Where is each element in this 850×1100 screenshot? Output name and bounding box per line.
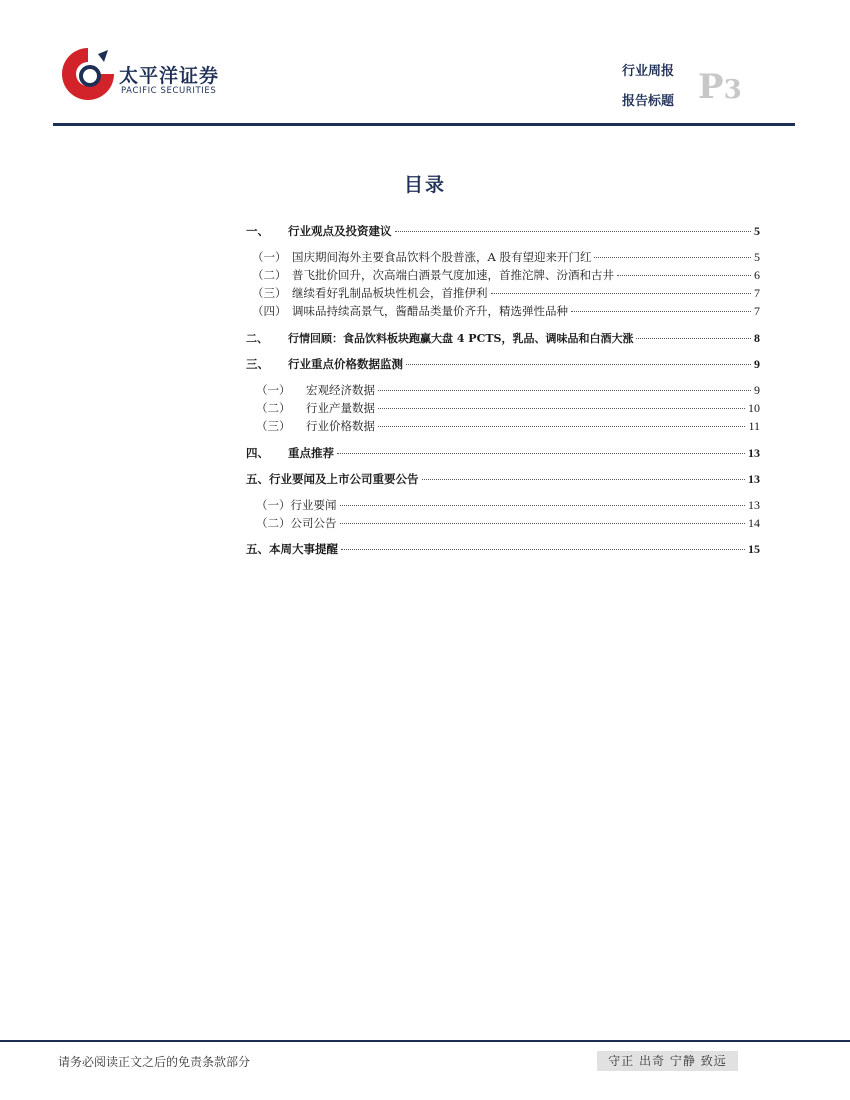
toc-entry-page: 13 xyxy=(748,472,760,486)
toc-entry-label: 继续看好乳制品板块性机会，首推伊利 xyxy=(292,286,488,300)
toc-leader-dots xyxy=(378,408,745,409)
toc-entry-label: 行业价格数据 xyxy=(306,419,375,433)
toc-entry-number: （一） xyxy=(252,250,287,264)
toc-entry-label: 行业观点及投资建议 xyxy=(288,224,392,238)
toc-entry-label: 重点推荐 xyxy=(288,446,334,460)
toc-entry[interactable] xyxy=(256,418,760,434)
toc-entry[interactable] xyxy=(256,382,760,398)
footer-divider xyxy=(0,1040,850,1042)
toc-leader-dots xyxy=(617,275,751,276)
toc-entry-number: 三、 xyxy=(246,357,269,371)
toc-leader-dots xyxy=(378,426,745,427)
toc-entry-number: （一） xyxy=(256,498,291,512)
toc-entry-number: 五、 xyxy=(246,472,269,486)
toc-entry[interactable] xyxy=(246,541,760,557)
toc-entry[interactable] xyxy=(246,330,760,346)
toc-entry[interactable] xyxy=(252,303,760,319)
toc-entry[interactable] xyxy=(246,356,760,372)
toc-entry[interactable] xyxy=(256,515,760,531)
toc-entry-number: （三） xyxy=(256,419,291,433)
toc-leader-dots xyxy=(337,453,745,454)
toc-entry-label: 行情回顾：食品饮料板块跑赢大盘 4 PCTS，乳品、调味品和白酒大涨 xyxy=(288,332,634,345)
toc-leader-dots xyxy=(340,505,746,506)
toc-entry-number: 一、 xyxy=(246,224,269,238)
toc-entry-number: （二） xyxy=(256,401,291,415)
toc-entry-page: 15 xyxy=(748,542,760,556)
toc-entry-label: 本周大事提醒 xyxy=(269,542,338,556)
toc-entry-label: 宏观经济数据 xyxy=(306,383,375,397)
toc-leader-dots xyxy=(406,364,751,365)
toc-entry-page: 5 xyxy=(754,224,760,238)
toc-leader-dots xyxy=(422,479,746,480)
toc-entry-label: 公司公告 xyxy=(290,516,337,530)
toc-leader-dots xyxy=(395,231,752,232)
toc-leader-dots xyxy=(491,293,752,294)
toc-entry[interactable] xyxy=(256,400,760,416)
toc-entry-number: （二） xyxy=(256,516,291,530)
report-type: 行业周报 xyxy=(622,64,675,79)
page-indicator xyxy=(698,67,742,107)
company-logo xyxy=(60,46,230,102)
toc-entry-number: 二、 xyxy=(246,332,268,345)
disclaimer-note: 请务必阅读正文之后的免责条款部分 xyxy=(58,1055,251,1069)
toc-entry-page: 13 xyxy=(748,498,760,512)
toc-entry-page: 14 xyxy=(748,516,760,530)
toc-entry-page: 8 xyxy=(754,331,760,345)
toc-entry[interactable] xyxy=(246,471,760,487)
toc-entry[interactable] xyxy=(252,249,760,265)
header-divider xyxy=(53,123,795,126)
toc-entry-number: （四） xyxy=(252,304,287,318)
toc-entry[interactable] xyxy=(246,223,760,239)
toc-entry-label: 行业产量数据 xyxy=(306,401,375,415)
toc-entry-label: 普飞批价回升，次高端白酒景气度加速，首推沱牌、汾酒和古井 xyxy=(292,268,614,282)
toc-entry-label: 行业要闻 xyxy=(290,498,337,512)
toc-entry-page: 5 xyxy=(754,250,760,264)
toc-heading: 目录 xyxy=(403,174,446,196)
toc-entry-page: 13 xyxy=(748,446,760,460)
toc-leader-dots xyxy=(378,390,751,391)
toc-entry[interactable] xyxy=(252,285,760,301)
toc-leader-dots xyxy=(636,338,751,339)
toc-entry-page: 7 xyxy=(754,304,760,318)
brand-name-cn: 太平洋证券 xyxy=(119,65,220,87)
toc-entry[interactable] xyxy=(252,267,760,283)
toc-entry-label: 行业重点价格数据监测 xyxy=(288,357,403,371)
toc-entry[interactable] xyxy=(256,497,760,513)
toc-entry-page: 6 xyxy=(754,268,760,282)
page-letter: P xyxy=(698,67,724,107)
toc-entry-page: 10 xyxy=(748,401,760,415)
page-number: 3 xyxy=(723,75,742,105)
toc-entry-number: （二） xyxy=(252,268,287,282)
toc-entry-number: （三） xyxy=(252,286,287,300)
toc-leader-dots xyxy=(571,311,751,312)
toc-leader-dots xyxy=(594,257,751,258)
toc-entry-page: 9 xyxy=(754,357,760,371)
company-motto: 守正 出奇 宁静 致远 xyxy=(597,1051,738,1071)
toc-entry-number: 五、 xyxy=(246,542,269,556)
toc-entry-label: 国庆期间海外主要食品饮料个股普涨，A 股有望迎来开门红 xyxy=(292,250,592,264)
toc-entry[interactable] xyxy=(246,445,760,461)
toc-leader-dots xyxy=(340,523,746,524)
toc-entry-page: 9 xyxy=(754,383,760,397)
toc-entry-number: （一） xyxy=(256,383,291,397)
toc-entry-page: 7 xyxy=(754,286,760,300)
pacific-securities-logo-icon xyxy=(60,46,116,102)
toc-entry-label: 调味品持续高景气，酱醋品类量价齐升，精选弹性品种 xyxy=(292,304,568,318)
brand-name-en: PACIFIC SECURITIES xyxy=(121,86,217,96)
report-title: 报告标题 xyxy=(622,94,675,109)
toc-entry-number: 四、 xyxy=(246,446,269,460)
toc-entry-label: 行业要闻及上市公司重要公告 xyxy=(269,472,419,486)
toc-leader-dots xyxy=(341,549,745,550)
toc-entry-page: 11 xyxy=(748,419,760,433)
